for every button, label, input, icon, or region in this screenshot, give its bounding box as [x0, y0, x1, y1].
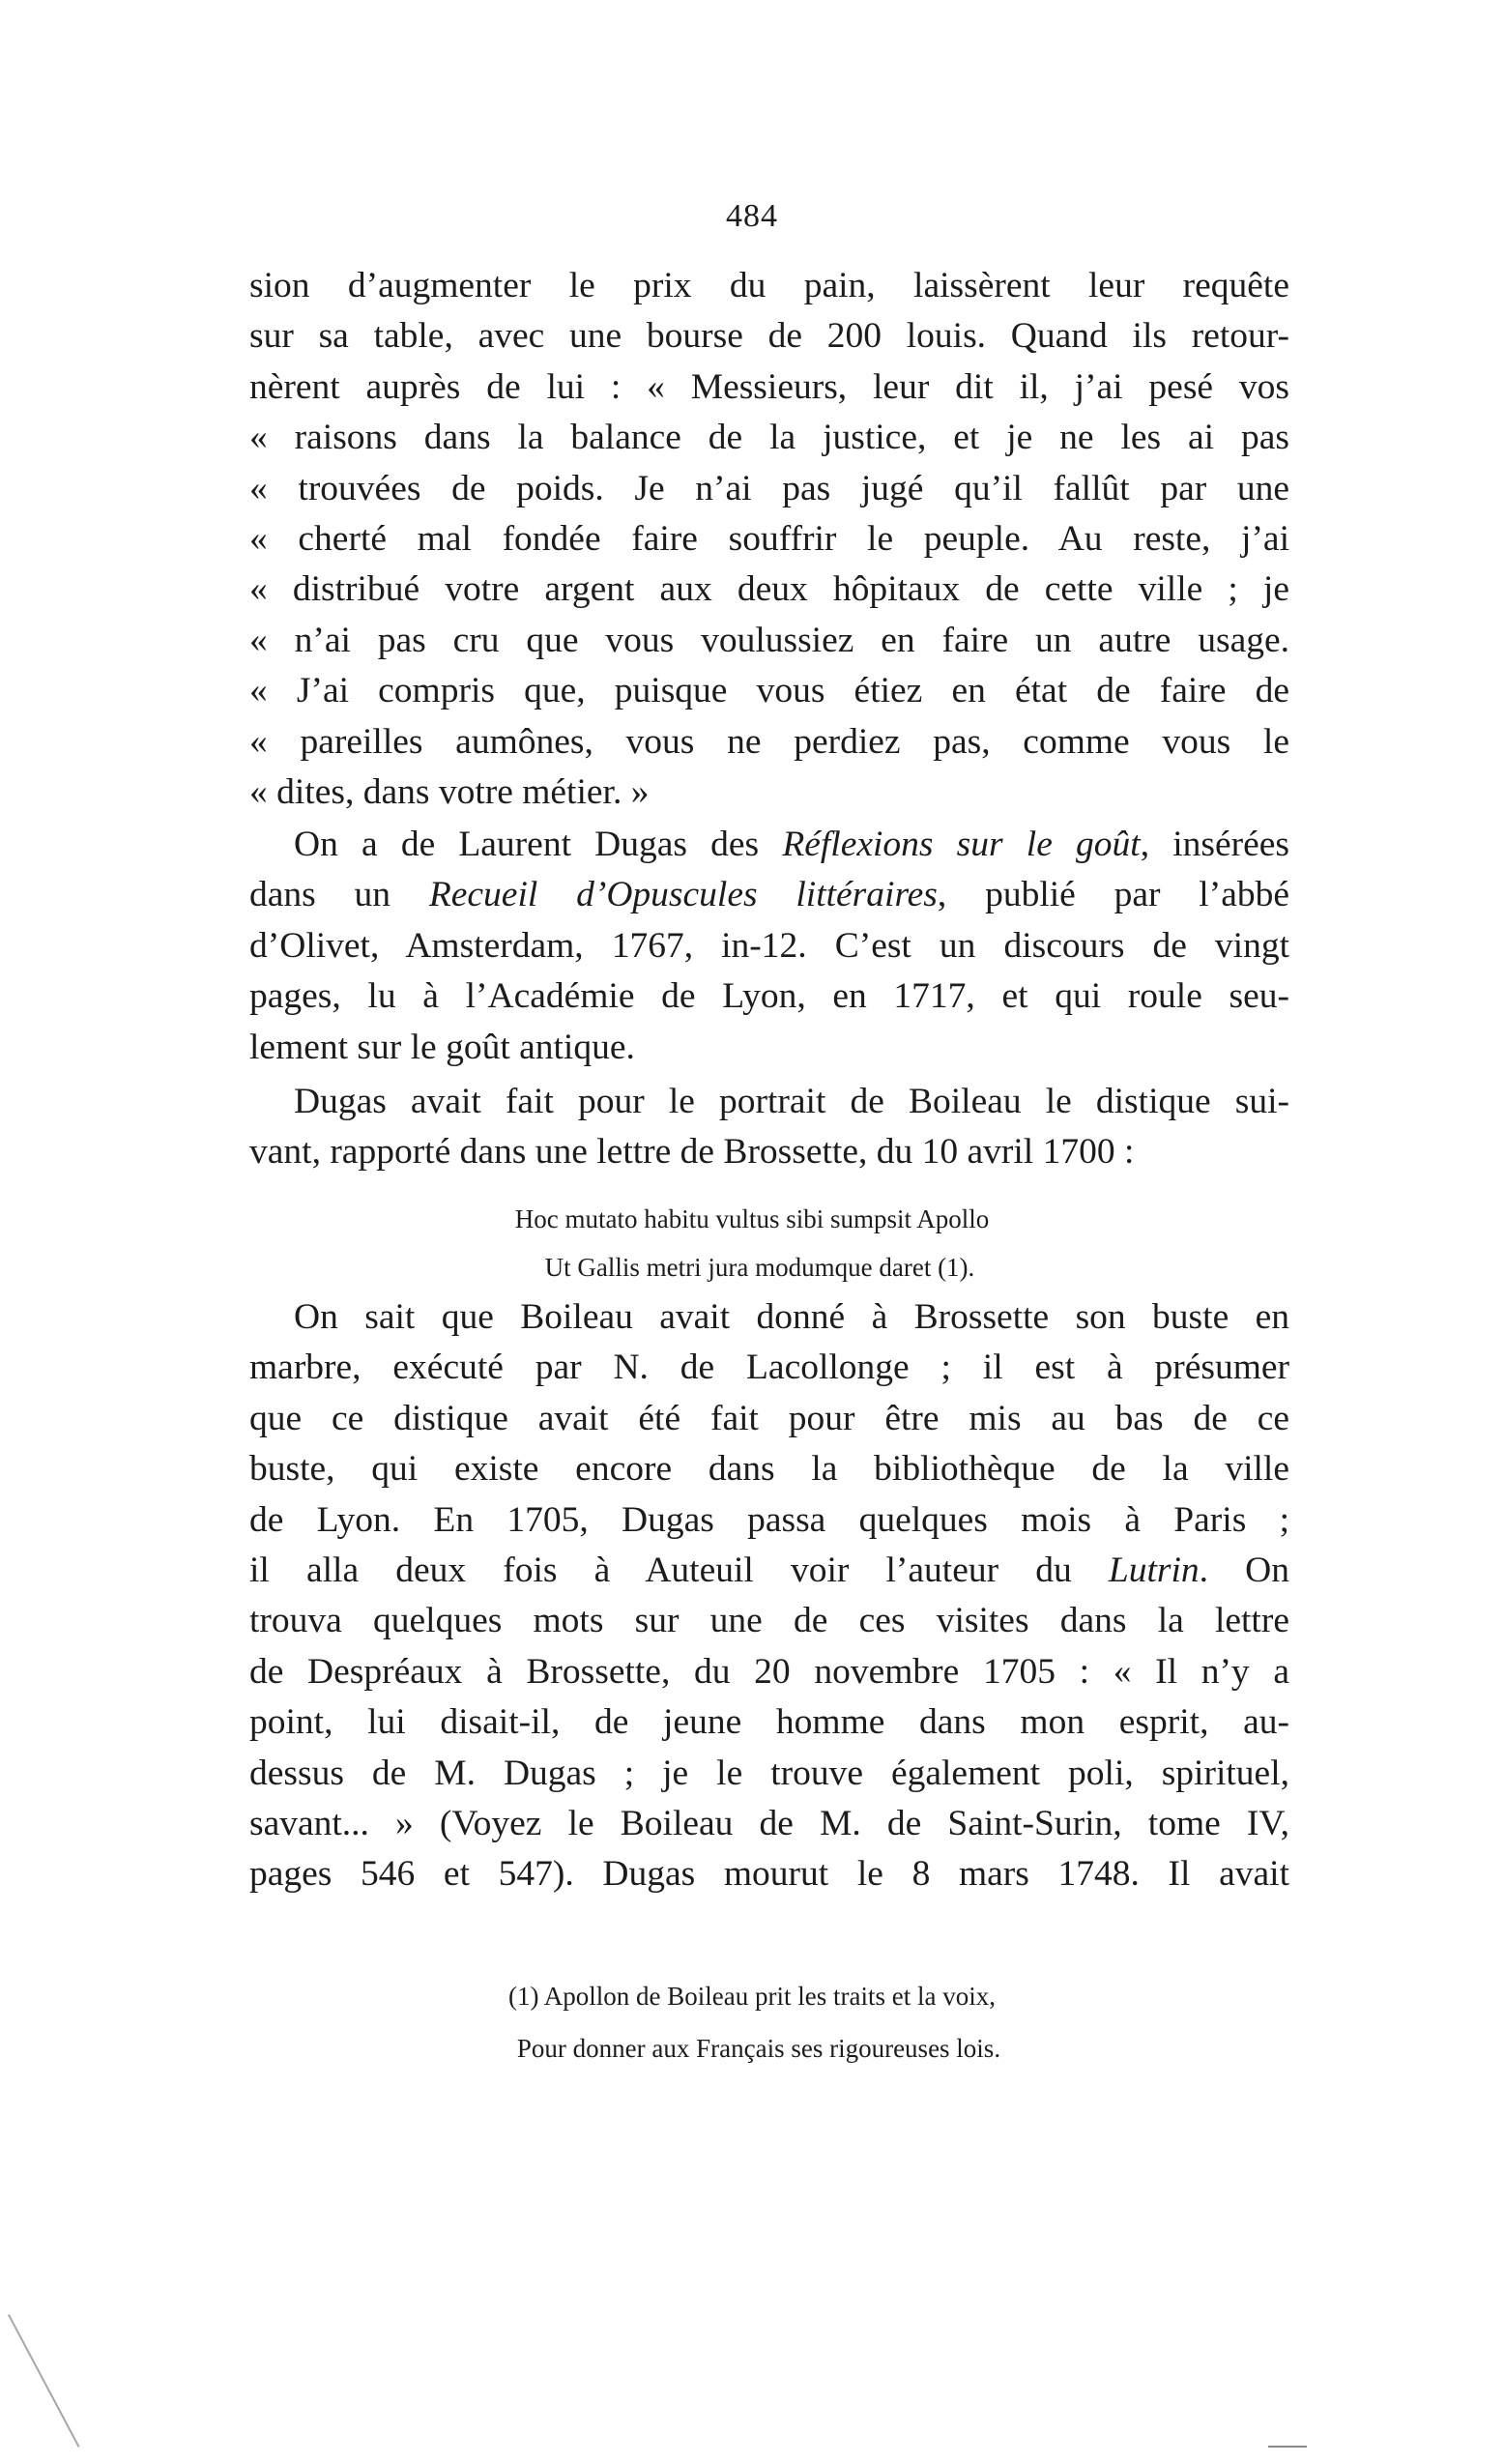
text-line: « distribué votre argent aux deux hôpitaux de cette ville ; je — [249, 569, 1289, 610]
text-line: vant, rapporté dans une lettre de Brossette, du 10 avril 1700 : — [249, 1132, 1135, 1173]
text-line: trouva quelques mots sur une de ces visites dans la lettre — [249, 1601, 1289, 1641]
text-line: « J’ai compris que, puisque vous étiez en état de faire de — [249, 671, 1289, 711]
footnote-line: (1) Apollon de Boileau prit les traits et la voix, — [508, 1982, 996, 2011]
text-line: On sait que Boileau avait donné à Brossette son buste en — [294, 1297, 1289, 1337]
footnote-line: Pour donner aux Français ses rigoureuses lois. — [516, 2034, 1001, 2063]
text-line: Dugas avait fait pour le portrait de Boileau le distique sui- — [294, 1082, 1289, 1121]
scan-artifact-dash — [1268, 2446, 1307, 2448]
text-run: il alla deux fois à Auteuil voir l’auteur du — [249, 1550, 1109, 1590]
text-line: lement sur le goût antique. — [249, 1027, 635, 1067]
work-title: Réflexions sur le goût — [782, 825, 1141, 864]
text-line: « n’ai pas cru que vous voulussiez en faire un autre usage. — [249, 620, 1289, 660]
text-line: sion d’augmenter le prix du pain, laissèrent leur requête — [249, 266, 1289, 305]
verse-line: Ut Gallis metri jura modumque daret (1). — [544, 1253, 975, 1282]
text-line: pages 546 et 547). Dugas mourut le 8 mars 1748. Il avait — [249, 1854, 1289, 1895]
text-line: que ce distique avait été fait pour être mis au bas de ce — [249, 1398, 1289, 1438]
page-number: 484 — [726, 198, 778, 234]
text-line: « raisons dans la balance de la justice, et je ne les ai pas — [249, 418, 1289, 458]
text-line — [249, 870, 1289, 920]
work-title: Recueil d’Opuscules littéraires — [428, 875, 938, 915]
text-run: , insérées — [1140, 825, 1290, 864]
text-line: dessus de M. Dugas ; je le trouve également poli, spirituel, — [249, 1753, 1289, 1793]
text-line: de Despréaux à Brossette, du 20 novembre 1705 : « Il n’y a — [249, 1651, 1289, 1692]
text-run: . On — [1199, 1550, 1289, 1590]
paragraph-anecdote — [249, 261, 1289, 818]
text-line: de Lyon. En 1705, Dugas passa quelques mois à Paris ; — [249, 1499, 1289, 1540]
scan-artifact-line — [8, 2314, 80, 2448]
text-line: nèrent auprès de lui : « Messieurs, leur dit il, j’ai pesé vos — [249, 366, 1289, 407]
text-line: « cherté mal fondée faire souffrir le peuple. Au reste, j’ai — [249, 518, 1289, 559]
text-line — [249, 820, 1289, 870]
text-line — [249, 1546, 1289, 1596]
latin-distich — [0, 1195, 1504, 1291]
text-line: « dites, dans votre métier. » — [249, 771, 650, 812]
text-line: d’Olivet, Amsterdam, 1767, in-12. C’est un discours de vingt — [249, 925, 1289, 966]
text-line: sur sa table, avec une bourse de 200 louis. Quand ils retour- — [249, 316, 1289, 357]
paragraph-distique-intro — [249, 1077, 1289, 1178]
text-run: dans un — [249, 875, 429, 915]
text-line: « pareilles aumônes, vous ne perdiez pas, comme vous le — [249, 721, 1289, 762]
text-line: marbre, exécuté par N. de Lacollonge ; il est à présumer — [249, 1348, 1289, 1388]
text-line: « trouvées de poids. Je n’ai pas jugé qu’il fallût par une — [249, 468, 1289, 508]
text-run: , publié par l’abbé — [937, 875, 1289, 915]
text-line: point, lui disait-il, de jeune homme dans mon esprit, au- — [249, 1702, 1289, 1743]
footnote — [0, 1970, 1504, 2074]
text-line: savant... » (Voyez le Boileau de M. de Saint-Surin, tome IV, — [249, 1803, 1289, 1843]
text-line: pages, lu à l’Académie de Lyon, en 1717, et qui roule seu- — [249, 976, 1289, 1017]
text-run: On a de Laurent Dugas des — [294, 825, 783, 864]
work-title: Lutrin — [1108, 1550, 1200, 1590]
paragraph-reflexions — [249, 820, 1289, 1073]
verse-line: Hoc mutato habitu vultus sibi sumpsit Apollo — [514, 1204, 990, 1233]
text-line: buste, qui existe encore dans la bibliothèque de la ville — [249, 1449, 1289, 1490]
paragraph-buste — [249, 1292, 1289, 1900]
